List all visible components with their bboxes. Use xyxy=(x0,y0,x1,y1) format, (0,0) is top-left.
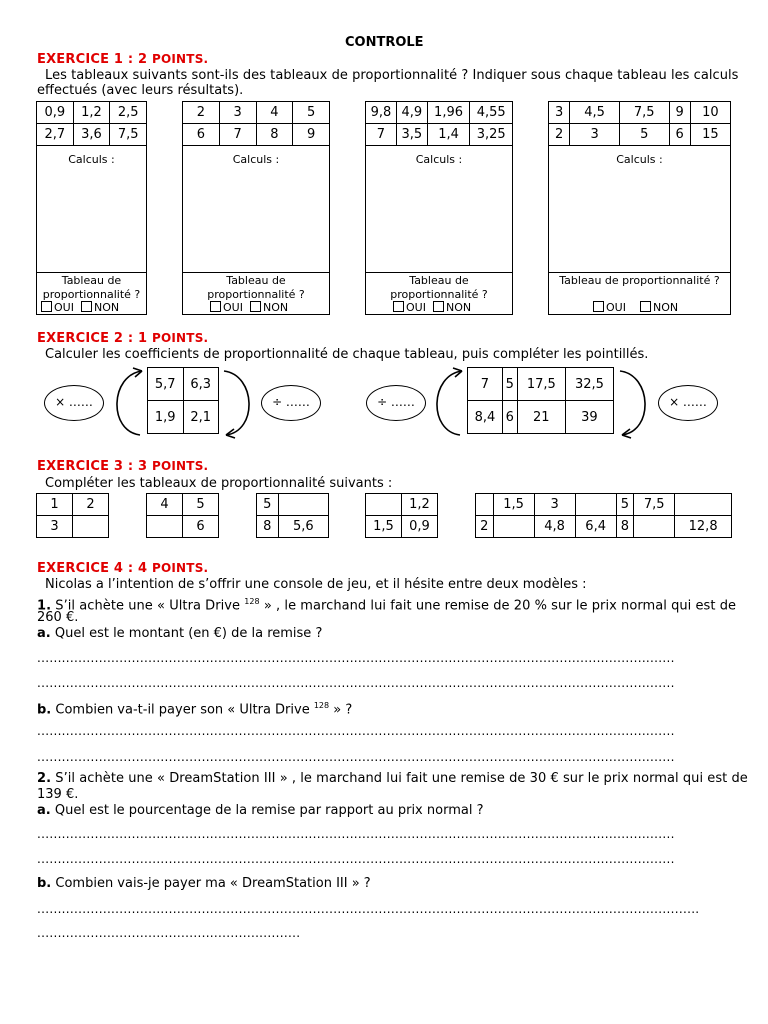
question-label-1: Tableau de xyxy=(61,274,122,287)
exercise-3-table-4 xyxy=(365,493,438,538)
table-cell: 6 xyxy=(183,516,219,538)
table-cell: 7 xyxy=(366,124,397,146)
table-cell: 6 xyxy=(669,124,690,146)
calculs-label: Calculs : xyxy=(68,153,115,166)
table-cell: 5,6 xyxy=(278,516,328,538)
exercise-1-table-2 xyxy=(182,101,330,146)
exercise-1-instruction-line1: Les tableaux suivants sont-ils des tableaux de proportionnalité ? Indiquer sous chaque tableau les calculs xyxy=(45,68,739,83)
question-1b: b. Combien va-t-il payer son « Ultra Drive $^{128}$ » ? xyxy=(37,701,353,718)
answer-cell[interactable] xyxy=(73,516,109,538)
answer-line[interactable]: ........................................................................................................................................................... xyxy=(37,852,675,866)
oui-checkbox[interactable] xyxy=(393,301,404,312)
answer-line[interactable]: ........................................................................................................................................................... xyxy=(37,676,675,690)
table-cell: 6,3 xyxy=(183,368,219,401)
question-1-line1: 1. S’il achète une « Ultra Drive $^{128}$ » , le marchand lui fait une remise de 20 % sur le prix normal qui est de xyxy=(37,597,737,614)
right-arrow-arc-icon-2 xyxy=(614,367,656,439)
answer-line[interactable]: ........................................................................................................................................................... xyxy=(37,724,675,738)
exercise-4-intro: Nicolas a l’intention de s’offrir une console de jeu, et il hésite entre deux modèles : xyxy=(45,577,587,592)
exercise-1-table-4 xyxy=(548,101,731,146)
table-cell: 3 xyxy=(570,124,620,146)
oui-label: OUI xyxy=(54,301,74,314)
table-cell: 3 xyxy=(37,516,73,538)
oui-checkbox[interactable] xyxy=(41,301,52,312)
answer-cell[interactable] xyxy=(575,494,616,516)
question-label-1: Tableau de xyxy=(409,274,469,287)
exercise-3-table-2 xyxy=(146,493,219,538)
table-cell: 1,2 xyxy=(73,102,110,124)
table-cell: 5 xyxy=(183,494,219,516)
exercise-2-instruction: Calculer les coefficients de proportionnalité de chaque tableau, puis compléter les pointillés. xyxy=(45,347,649,362)
exercise-3-table-5 xyxy=(475,493,732,538)
table-cell: 7,5 xyxy=(110,124,147,146)
answer-cell[interactable] xyxy=(278,494,328,516)
table-cell: 0,9 xyxy=(37,102,74,124)
table-cell: 10 xyxy=(690,102,730,124)
answer-line[interactable]: ........................................................................................................................................................... xyxy=(37,651,675,665)
non-label: NON xyxy=(93,301,120,314)
table-cell: 5,7 xyxy=(148,368,184,401)
non-checkbox[interactable] xyxy=(433,301,444,312)
left-arrow-arc-icon-2 xyxy=(426,367,468,439)
table-cell: 5 xyxy=(293,102,330,124)
left-multiply-oval[interactable]: × …… xyxy=(44,385,104,421)
answer-cell[interactable] xyxy=(366,494,402,516)
calculs-label: Calculs : xyxy=(415,153,463,166)
table-cell: 4,9 xyxy=(396,102,427,124)
table-cell: 8 xyxy=(256,124,293,146)
oui-label: OUI xyxy=(223,301,243,314)
table-cell: 7 xyxy=(468,368,503,401)
oui-label: OUI xyxy=(406,301,426,314)
page-title: CONTROLE xyxy=(345,35,424,50)
answer-cell[interactable] xyxy=(634,516,675,538)
exercise-1-instruction-line2: effectués (avec leurs résultats). xyxy=(37,83,244,98)
table-cell: 1,2 xyxy=(402,494,438,516)
right-multiply-oval[interactable]: × …… xyxy=(658,385,718,421)
table-cell: 2,7 xyxy=(37,124,74,146)
table-cell: 1,4 xyxy=(427,124,470,146)
answer-line[interactable]: ................................................................................................................................................................. xyxy=(37,902,700,916)
table-cell: 4,5 xyxy=(570,102,620,124)
table-cell: 12,8 xyxy=(675,516,732,538)
table-cell: 7 xyxy=(219,124,256,146)
question-label-1: Tableau de xyxy=(226,274,286,287)
non-checkbox[interactable] xyxy=(81,301,92,312)
table-cell: 1,96 xyxy=(427,102,470,124)
table-cell: 3 xyxy=(549,102,570,124)
question-1a: a. Quel est le montant (en €) de la remise ? xyxy=(37,626,323,641)
table-cell: 9 xyxy=(669,102,690,124)
non-label: NON xyxy=(445,301,472,314)
table-cell: 2 xyxy=(549,124,570,146)
right-divide-oval[interactable]: ÷ …… xyxy=(366,385,426,421)
table-cell: 1,5 xyxy=(366,516,402,538)
question-2-line2: 139 €. xyxy=(37,787,79,802)
question-2-line1: 2. S’il achète une « DreamStation III » , le marchand lui fait une remise de 30 € sur le prix normal qui est de xyxy=(37,771,748,786)
table-cell: 3 xyxy=(534,494,575,516)
question-label-full: Tableau de proportionnalité ? xyxy=(559,274,720,287)
table-cell: 6,4 xyxy=(575,516,616,538)
table-cell: 8,4 xyxy=(468,401,503,434)
answer-line[interactable]: ................................................................ xyxy=(37,926,301,940)
question-2a: a. Quel est le pourcentage de la remise par rapport au prix normal ? xyxy=(37,803,484,818)
table-cell: 1,9 xyxy=(148,401,184,434)
table-cell: 4 xyxy=(256,102,293,124)
table-cell: 5 xyxy=(257,494,279,516)
question-label-2: proportionnalité ? xyxy=(207,288,305,301)
non-label: NON xyxy=(652,301,679,314)
exercise-3-instruction: Compléter les tableaux de proportionnalité suivants : xyxy=(45,476,393,491)
answer-cell[interactable] xyxy=(476,494,494,516)
table-cell: 3,25 xyxy=(470,124,513,146)
table-cell: 5 xyxy=(619,124,669,146)
table-cell: 8 xyxy=(257,516,279,538)
table-cell: 9,8 xyxy=(366,102,397,124)
table-cell: 8 xyxy=(616,516,634,538)
exercise-1-table-1 xyxy=(36,101,147,146)
table-cell: 5 xyxy=(616,494,634,516)
exercise-3-table-3 xyxy=(256,493,329,538)
table-cell: 39 xyxy=(565,401,613,434)
table-cell: 1,5 xyxy=(493,494,534,516)
exercise-3-heading: EXERCICE 3 : 3 POINTS. xyxy=(37,459,209,474)
answer-line[interactable]: ........................................................................................................................................................... xyxy=(37,750,675,764)
answer-line[interactable]: ........................................................................................................................................................... xyxy=(37,827,675,841)
left-arrow-arc-icon xyxy=(106,367,148,439)
non-checkbox[interactable] xyxy=(250,301,261,312)
table-cell: 4 xyxy=(147,494,183,516)
answer-cell[interactable] xyxy=(493,516,534,538)
right-arrow-arc-icon xyxy=(218,367,260,439)
left-divide-oval[interactable]: ÷ …… xyxy=(261,385,321,421)
table-cell: 7,5 xyxy=(634,494,675,516)
table-cell: 4,8 xyxy=(534,516,575,538)
table-cell: 2 xyxy=(476,516,494,538)
oui-checkbox[interactable] xyxy=(210,301,221,312)
answer-cell[interactable] xyxy=(147,516,183,538)
table-cell: 32,5 xyxy=(565,368,613,401)
oui-label: OUI xyxy=(606,301,626,314)
table-cell: 9 xyxy=(293,124,330,146)
question-2b: b. Combien vais-je payer ma « DreamStation III » ? xyxy=(37,876,371,891)
calculs-label: Calculs : xyxy=(232,153,280,166)
table-cell: 5 xyxy=(502,368,517,401)
table-cell: 6 xyxy=(183,124,220,146)
exercise-2-table-right xyxy=(467,367,614,434)
exercise-1-table-3 xyxy=(365,101,513,146)
table-cell: 6 xyxy=(502,401,517,434)
oui-checkbox[interactable] xyxy=(593,301,604,312)
table-cell: 21 xyxy=(517,401,565,434)
exercise-3-table-1 xyxy=(36,493,109,538)
table-cell: 4,55 xyxy=(470,102,513,124)
table-cell: 3,5 xyxy=(396,124,427,146)
table-cell: 0,9 xyxy=(402,516,438,538)
table-cell: 2,5 xyxy=(110,102,147,124)
table-cell: 2,1 xyxy=(183,401,219,434)
question-label-2: proportionnalité ? xyxy=(42,288,141,301)
exercise-2-table-left xyxy=(147,367,219,434)
answer-cell[interactable] xyxy=(675,494,732,516)
non-label: NON xyxy=(262,301,289,314)
calculs-label: Calculs : xyxy=(616,153,663,166)
table-cell: 15 xyxy=(690,124,730,146)
question-1-line2: 260 €. xyxy=(37,610,79,625)
table-cell: 2 xyxy=(183,102,220,124)
non-checkbox[interactable] xyxy=(640,301,651,312)
table-cell: 3,6 xyxy=(73,124,110,146)
table-cell: 7,5 xyxy=(619,102,669,124)
exercise-1-heading: EXERCICE 1 : 2 POINTS. xyxy=(37,52,209,67)
table-cell: 3 xyxy=(219,102,256,124)
exercise-2-heading: EXERCICE 2 : 1 POINTS. xyxy=(37,331,209,346)
table-cell: 1 xyxy=(37,494,73,516)
table-cell: 17,5 xyxy=(517,368,565,401)
exercise-4-heading: EXERCICE 4 : 4 POINTS. xyxy=(37,561,209,576)
question-label-2: proportionnalité ? xyxy=(390,288,488,301)
table-cell: 2 xyxy=(73,494,109,516)
